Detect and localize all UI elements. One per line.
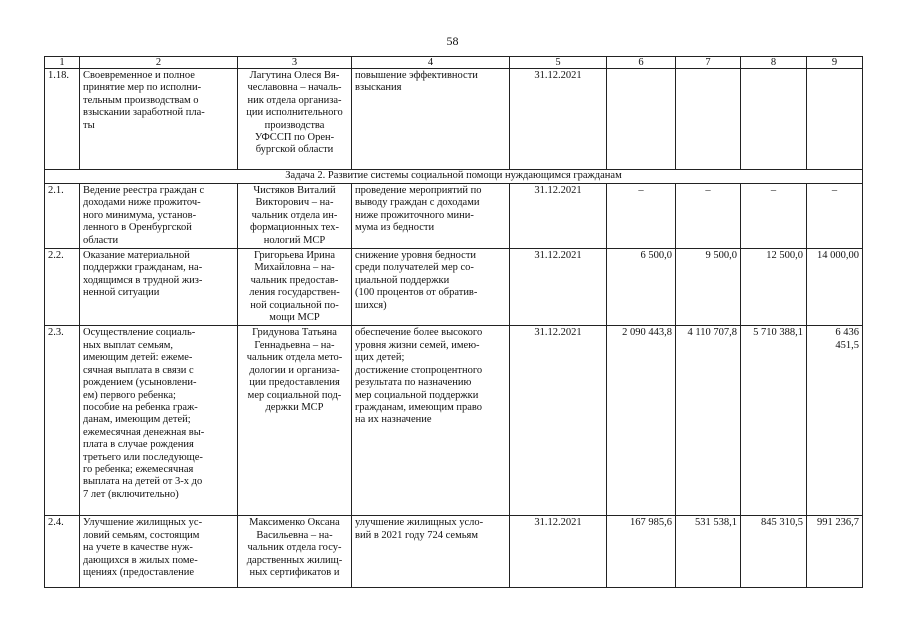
header-row	[45, 57, 863, 69]
deadline-cell: 31.12.2021	[510, 516, 607, 588]
activity-cell: Оказание материальной поддержки гражданам, на- ходящимся в трудной жиз- ненной ситуации	[80, 249, 238, 326]
column-header: 1	[45, 57, 80, 69]
row-number: 2.4.	[45, 516, 80, 588]
activity-cell: Ведение реестра граждан с доходами ниже прожиточ- ного минимума, установ- ленного в Оренбургской области	[80, 184, 238, 249]
responsible-cell: Гридунова Татьяна Геннадьевна – на- чальник отдела мето- дологии и организа- ции предоставления мер социальной под- держки МСР	[238, 326, 352, 516]
value-cell: 12 500,0	[741, 249, 807, 326]
table-row	[45, 516, 863, 588]
column-header: 2	[80, 57, 238, 69]
activity-cell: Осуществление социаль- ных выплат семьям, имеющим детей: ежеме- сячная выплата в связи с рождением (усыновлени- ем) первого ребенка; пособие на ребенка граж- данам, имеющим детей; ежемесячная денежная вы- плата в случае рождения третьего или последующе- го ребенка; ежемесячная выплата на детей от 3-х до 7 лет (включительно)	[80, 326, 238, 516]
value-cell: 531 538,1	[676, 516, 741, 588]
column-header: 6	[607, 57, 676, 69]
value-cell: –	[607, 184, 676, 249]
result-cell: повышение эффективности взыскания	[352, 69, 510, 170]
responsible-cell: Максименко Оксана Васильевна – на- чальник отдела госу- дарственных жилищ- ных сертификатов и	[238, 516, 352, 588]
value-cell: 9 500,0	[676, 249, 741, 326]
result-cell: проведение мероприятий по выводу граждан с доходами ниже прожиточного мини- мума из бедности	[352, 184, 510, 249]
task-heading: Задача 2. Развитие системы социальной помощи нуждающимся гражданам	[45, 170, 863, 184]
deadline-cell: 31.12.2021	[510, 249, 607, 326]
value-cell: 845 310,5	[741, 516, 807, 588]
row-number: 2.3.	[45, 326, 80, 516]
value-cell: 14 000,00	[807, 249, 863, 326]
row-number: 1.18.	[45, 69, 80, 170]
value-cell: –	[807, 184, 863, 249]
responsible-cell: Чистяков Виталий Викторович – на- чальник отдела ин- формационных тех- нологий МСР	[238, 184, 352, 249]
responsible-cell: Григорьева Ирина Михайловна – на- чальник предостав- ления государствен- ной социальной по- мощи МСР	[238, 249, 352, 326]
column-header: 3	[238, 57, 352, 69]
result-cell: обеспечение более высокого уровня жизни семей, имею- щих детей; достижение стопроцентного результата по назначению мер социальной поддержки гражданам, имеющим право на их назначение	[352, 326, 510, 516]
value-cell: 4 110 707,8	[676, 326, 741, 516]
responsible-cell: Лагутина Олеся Вя- чеславовна – началь- ник отдела организа- ции исполнительного производства УФССП по Орен- бургской области	[238, 69, 352, 170]
value-cell: –	[676, 184, 741, 249]
column-header: 7	[676, 57, 741, 69]
value-cell: 6 500,0	[607, 249, 676, 326]
row-number: 2.1.	[45, 184, 80, 249]
activity-cell: Своевременное и полное принятие мер по исполни- тельным производствам о взыскании заработной пла- ты	[80, 69, 238, 170]
column-header: 9	[807, 57, 863, 69]
table-row	[45, 184, 863, 249]
value-cell	[741, 69, 807, 170]
table-row	[45, 326, 863, 516]
deadline-cell: 31.12.2021	[510, 326, 607, 516]
value-cell	[676, 69, 741, 170]
value-cell: 167 985,6	[607, 516, 676, 588]
result-cell: снижение уровня бедности среди получателей мер со- циальной поддержки (100 процентов от обратив- шихся)	[352, 249, 510, 326]
table-row	[45, 249, 863, 326]
value-cell	[607, 69, 676, 170]
task-row	[45, 170, 863, 184]
page-number: 58	[446, 34, 459, 48]
value-cell	[807, 69, 863, 170]
result-cell: улучшение жилищных усло- вий в 2021 году 724 семьям	[352, 516, 510, 588]
activity-cell: Улучшение жилищных ус- ловий семьям, состоящим на учете в качестве нуж- дающихся в жилых поме- щениях (предоставление	[80, 516, 238, 588]
column-header: 8	[741, 57, 807, 69]
deadline-cell: 31.12.2021	[510, 184, 607, 249]
table-row	[45, 69, 863, 170]
value-cell: 991 236,7	[807, 516, 863, 588]
row-number: 2.2.	[45, 249, 80, 326]
column-header: 5	[510, 57, 607, 69]
value-cell: 5 710 388,1	[741, 326, 807, 516]
value-cell: 6 436 451,5	[807, 326, 863, 516]
deadline-cell: 31.12.2021	[510, 69, 607, 170]
column-header: 4	[352, 57, 510, 69]
value-cell: 2 090 443,8	[607, 326, 676, 516]
value-cell: –	[741, 184, 807, 249]
plan-table	[44, 56, 863, 588]
